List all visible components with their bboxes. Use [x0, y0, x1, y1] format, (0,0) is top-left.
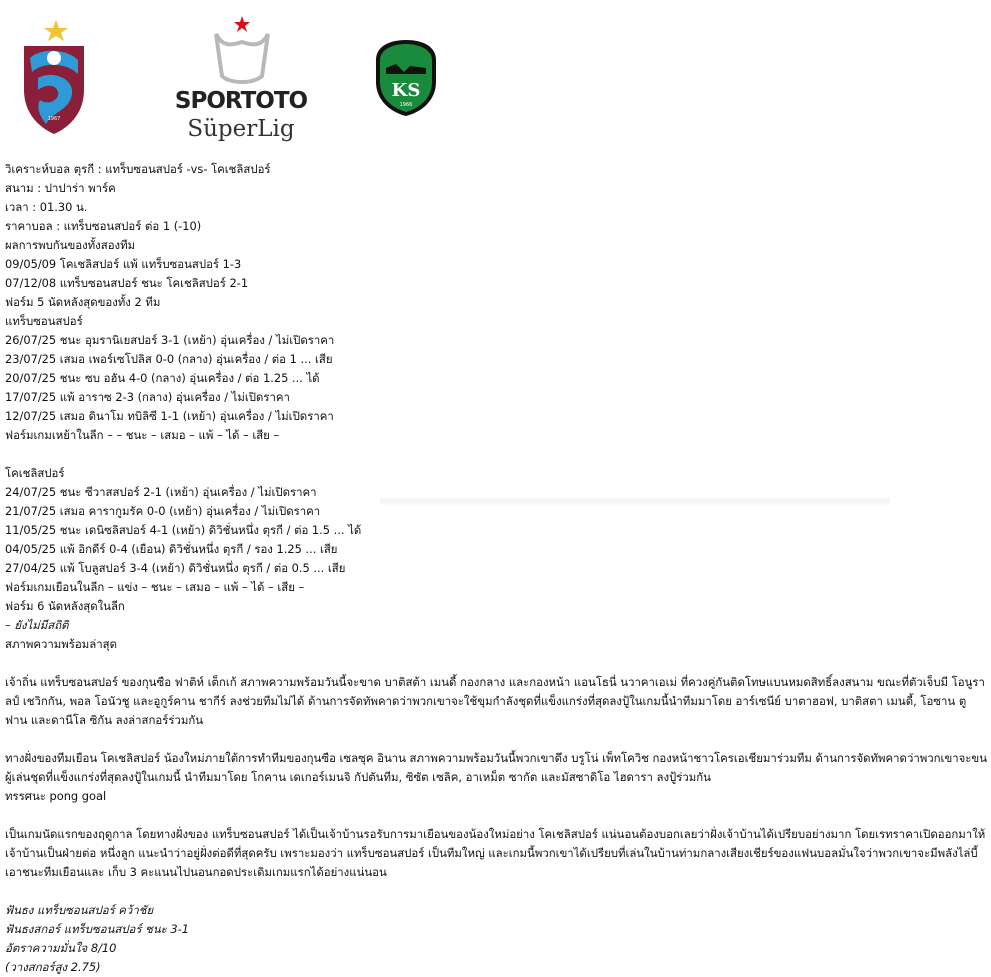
readiness-title: สภาพความพร้อมล่าสุด	[5, 637, 117, 651]
away-form-row: 04/05/25 แพ้ อิกดีร์ 0-4 (เยือน) ดิวิชั่นหนึ่ง ตุรกี / รอง 1.25 ... เสีย	[5, 542, 338, 556]
kocaelispor-crest-icon	[372, 38, 440, 118]
home-readiness-paragraph: เจ้าถิ่น แทร็บซอนสปอร์ ของกุนซือ ฟาติห์ เต็กเก้ สภาพความพร้อมวันนี้จะขาด บาติสต้า เมนดี้ กองกลาง และกองหน้า แอนโธนี่ นวาคาเอเม่ ที่ควงคู่กันติดโทษแบนหมดสิทธิ์ลงสนาม ขณะที่ตัวเจ็บมี โอนูราลป์ เชวิกกัน, พอล โอนัวชู และอูกูร์คาน ชากีร์ ลงช่วยทีมไม่ได้ ด้านการจัดทัพคาดว่าพวกเขาจะใช้ขุมกำลังชุดที่แข็งแกร่งที่สุดลงปู้ในเกมนี้นำทีมมาโดย อาร์เซนีย์ บาตาฮอฟ, บาติสตา เมนดี้, โอซาน ตูฟาน และดานีโล ซิกัน ลงล่าสกอร์ร่วมกัน	[5, 675, 985, 727]
away-form-row: 21/07/25 เสมอ คารากูมรัค 0-0 (เหย้า) อุ่นเครื่อง / ไม่เปิดราคา	[5, 504, 321, 518]
vision-title: ทรรศนะ pong goal	[5, 789, 107, 803]
h2h-title: ผลการพบกันของทั้งสองทีม	[5, 238, 136, 252]
logo-row	[0, 0, 991, 150]
svg-text:SPORTOTO: SPORTOTO	[174, 88, 308, 114]
home-form-row: 23/07/25 เสมอ เพอร์เซโปลิส 0-0 (กลาง) อุ่นเครื่อง / ต่อ 1 ... เสีย	[5, 352, 333, 366]
article-title: วิเคราะห์บอล ตุรกี : แทร็บซอนสปอร์ -vs- โคเชลิสปอร์	[5, 162, 271, 176]
home-form-row: 20/07/25 ชนะ ซบ อฮัน 4-0 (กลาง) อุ่นเครื่อง / ต่อ 1.25 ... ได้	[5, 371, 320, 385]
h2h-row: 09/05/09 โคเชลิสปอร์ แพ้ แทร็บซอนสปอร์ 1-3	[5, 257, 242, 271]
away-form-row: 27/04/25 แพ้ โบลูสปอร์ 3-4 (เหย้า) ดิวิชั่นหนึ่ง ตุรกี / ต่อ 0.5 ... เสีย	[5, 561, 346, 575]
verdict-confidence: อัตราความมั่นใจ 8/10	[5, 941, 117, 955]
verdict-pick: ฟันธง แทร็บซอนสปอร์ คว้าชัย	[5, 903, 154, 917]
trabzonspor-crest-icon	[18, 18, 90, 136]
home-form-row: 12/07/25 เสมอ ดินาโม ทบิลิซี 1-1 (เหย้า) อุ่นเครื่อง / ไม่เปิดราคา	[5, 409, 334, 423]
away-readiness-paragraph: ทางฝั่งของทีมเยือน โคเชลิสปอร์ น้องใหม่ภายใต้การทำทีมของกุนซือ เซลซุค อินาน สภาพความพร้อมวันนี้พวกเขาดึง บรูโน่ เพ็ทโควิช กองหน้าชาวโครเอเชียมาร่วมทีม ด้านการจัดทัพคาดว่าพวกเขาจะขนผู้เล่นชุดที่แข็งแกร่งที่สุดลงปู้ในเกมนี้ นำทีมมาโดย โกคาน เดเกอร์เมนจิ กัปตันทีม, ซิซัต เซลิค, อาเหม็ต ซากัต และมัสซาดิโอ ไฮดารา ลงปู้ร่วมกัน	[5, 751, 987, 784]
svg-text:SüperLig: SüperLig	[187, 116, 295, 142]
h2h-row: 07/12/08 แทร็บซอนสปอร์ ชนะ โคเชลิสปอร์ 2-1	[5, 276, 249, 290]
odds-line: ราคาบอล : แทร็บซอนสปอร์ ต่อ 1 (-10)	[5, 219, 202, 233]
home-league-form: ฟอร์มเกมเหย้าในลีก – – ชนะ – เสมอ – แพ้ – ได้ – เสีย –	[5, 428, 280, 442]
analysis-paragraph: เป็นเกมนัดแรกของฤดูกาล โดยทางฝั่งของ แทร็บซอนสปอร์ ได้เป็นเจ้าบ้านรอรับการมาเยือนของน้องใหม่อย่าง โคเชลิสปอร์ แน่นอนต้องบอกเลยว่าฝั่งเจ้าบ้านได้เปรียบอย่างมาก โดยเรทราคาเปิดออกมาให้ เจ้าบ้านเป็นฝ่ายต่อ หนึ่งลูก แนะนำว่าอยู่ฝั่งต่อดีที่สุดครับ เพราะมองว่า แทร็บซอนสปอร์ เป็นทีมใหญ่ และเกมนี้พวกเขาได้เปรียบที่เล่นในบ้านท่ามกลางเสียงเชียร์ของแฟนบอลมั่นใจว่าพวกเขาจะมีพลังไล่บี้เอาชนะทีมเยือนและ เก็บ 3 คะแนนไปนอนกอดประเดิมเกมแรกได้อย่างแน่นอน	[5, 827, 986, 879]
time-line: เวลา : 01.30 น.	[5, 200, 88, 214]
no-stats-note: – ยังไม่มีสถิติ	[5, 618, 69, 632]
away-form-row: 11/05/25 ชนะ เดนิซลิสปอร์ 4-1 (เหย้า) ดิวิชั่นหนึ่ง ตุรกี / ต่อ 1.5 ... ได้	[5, 523, 362, 537]
svg-text:1966: 1966	[399, 102, 413, 108]
home-team-name: แทร็บซอนสปอร์	[5, 314, 83, 328]
form-title: ฟอร์ม 5 นัดหลังสุดของทั้ง 2 ทีม	[5, 295, 161, 309]
away-last6-title: ฟอร์ม 6 นัดหลังสุดในลีก	[5, 599, 125, 613]
away-form-row: 24/07/25 ชนะ ซีวาสสปอร์ 2-1 (เหย้า) อุ่นเครื่อง / ไม่เปิดราคา	[5, 485, 317, 499]
verdict-score: ฟันธงสกอร์ แทร็บซอนสปอร์ ชนะ 3-1	[5, 922, 189, 936]
article-body	[5, 160, 987, 977]
home-form-row: 26/07/25 ชนะ อุมรานิเยสปอร์ 3-1 (เหย้า) อุ่นเครื่อง / ไม่เปิดราคา	[5, 333, 335, 347]
stadium-line: สนาม : ปาปาร่า พาร์ค	[5, 181, 116, 195]
away-team-name: โคเชลิสปอร์	[5, 466, 65, 480]
svg-text:1967: 1967	[47, 116, 61, 122]
verdict-overunder: (วางสกอร์สูง 2.75)	[5, 960, 101, 974]
home-form-row: 17/07/25 แพ้ อาราซ 2-3 (กลาง) อุ่นเครื่อง / ไม่เปิดราคา	[5, 390, 290, 404]
sportoto-superlig-logo	[170, 16, 312, 144]
away-league-form: ฟอร์มเกมเยือนในลีก – แข่ง – ชนะ – เสมอ – แพ้ – ได้ – เสีย –	[5, 580, 305, 594]
svg-text:KS: KS	[391, 80, 421, 101]
